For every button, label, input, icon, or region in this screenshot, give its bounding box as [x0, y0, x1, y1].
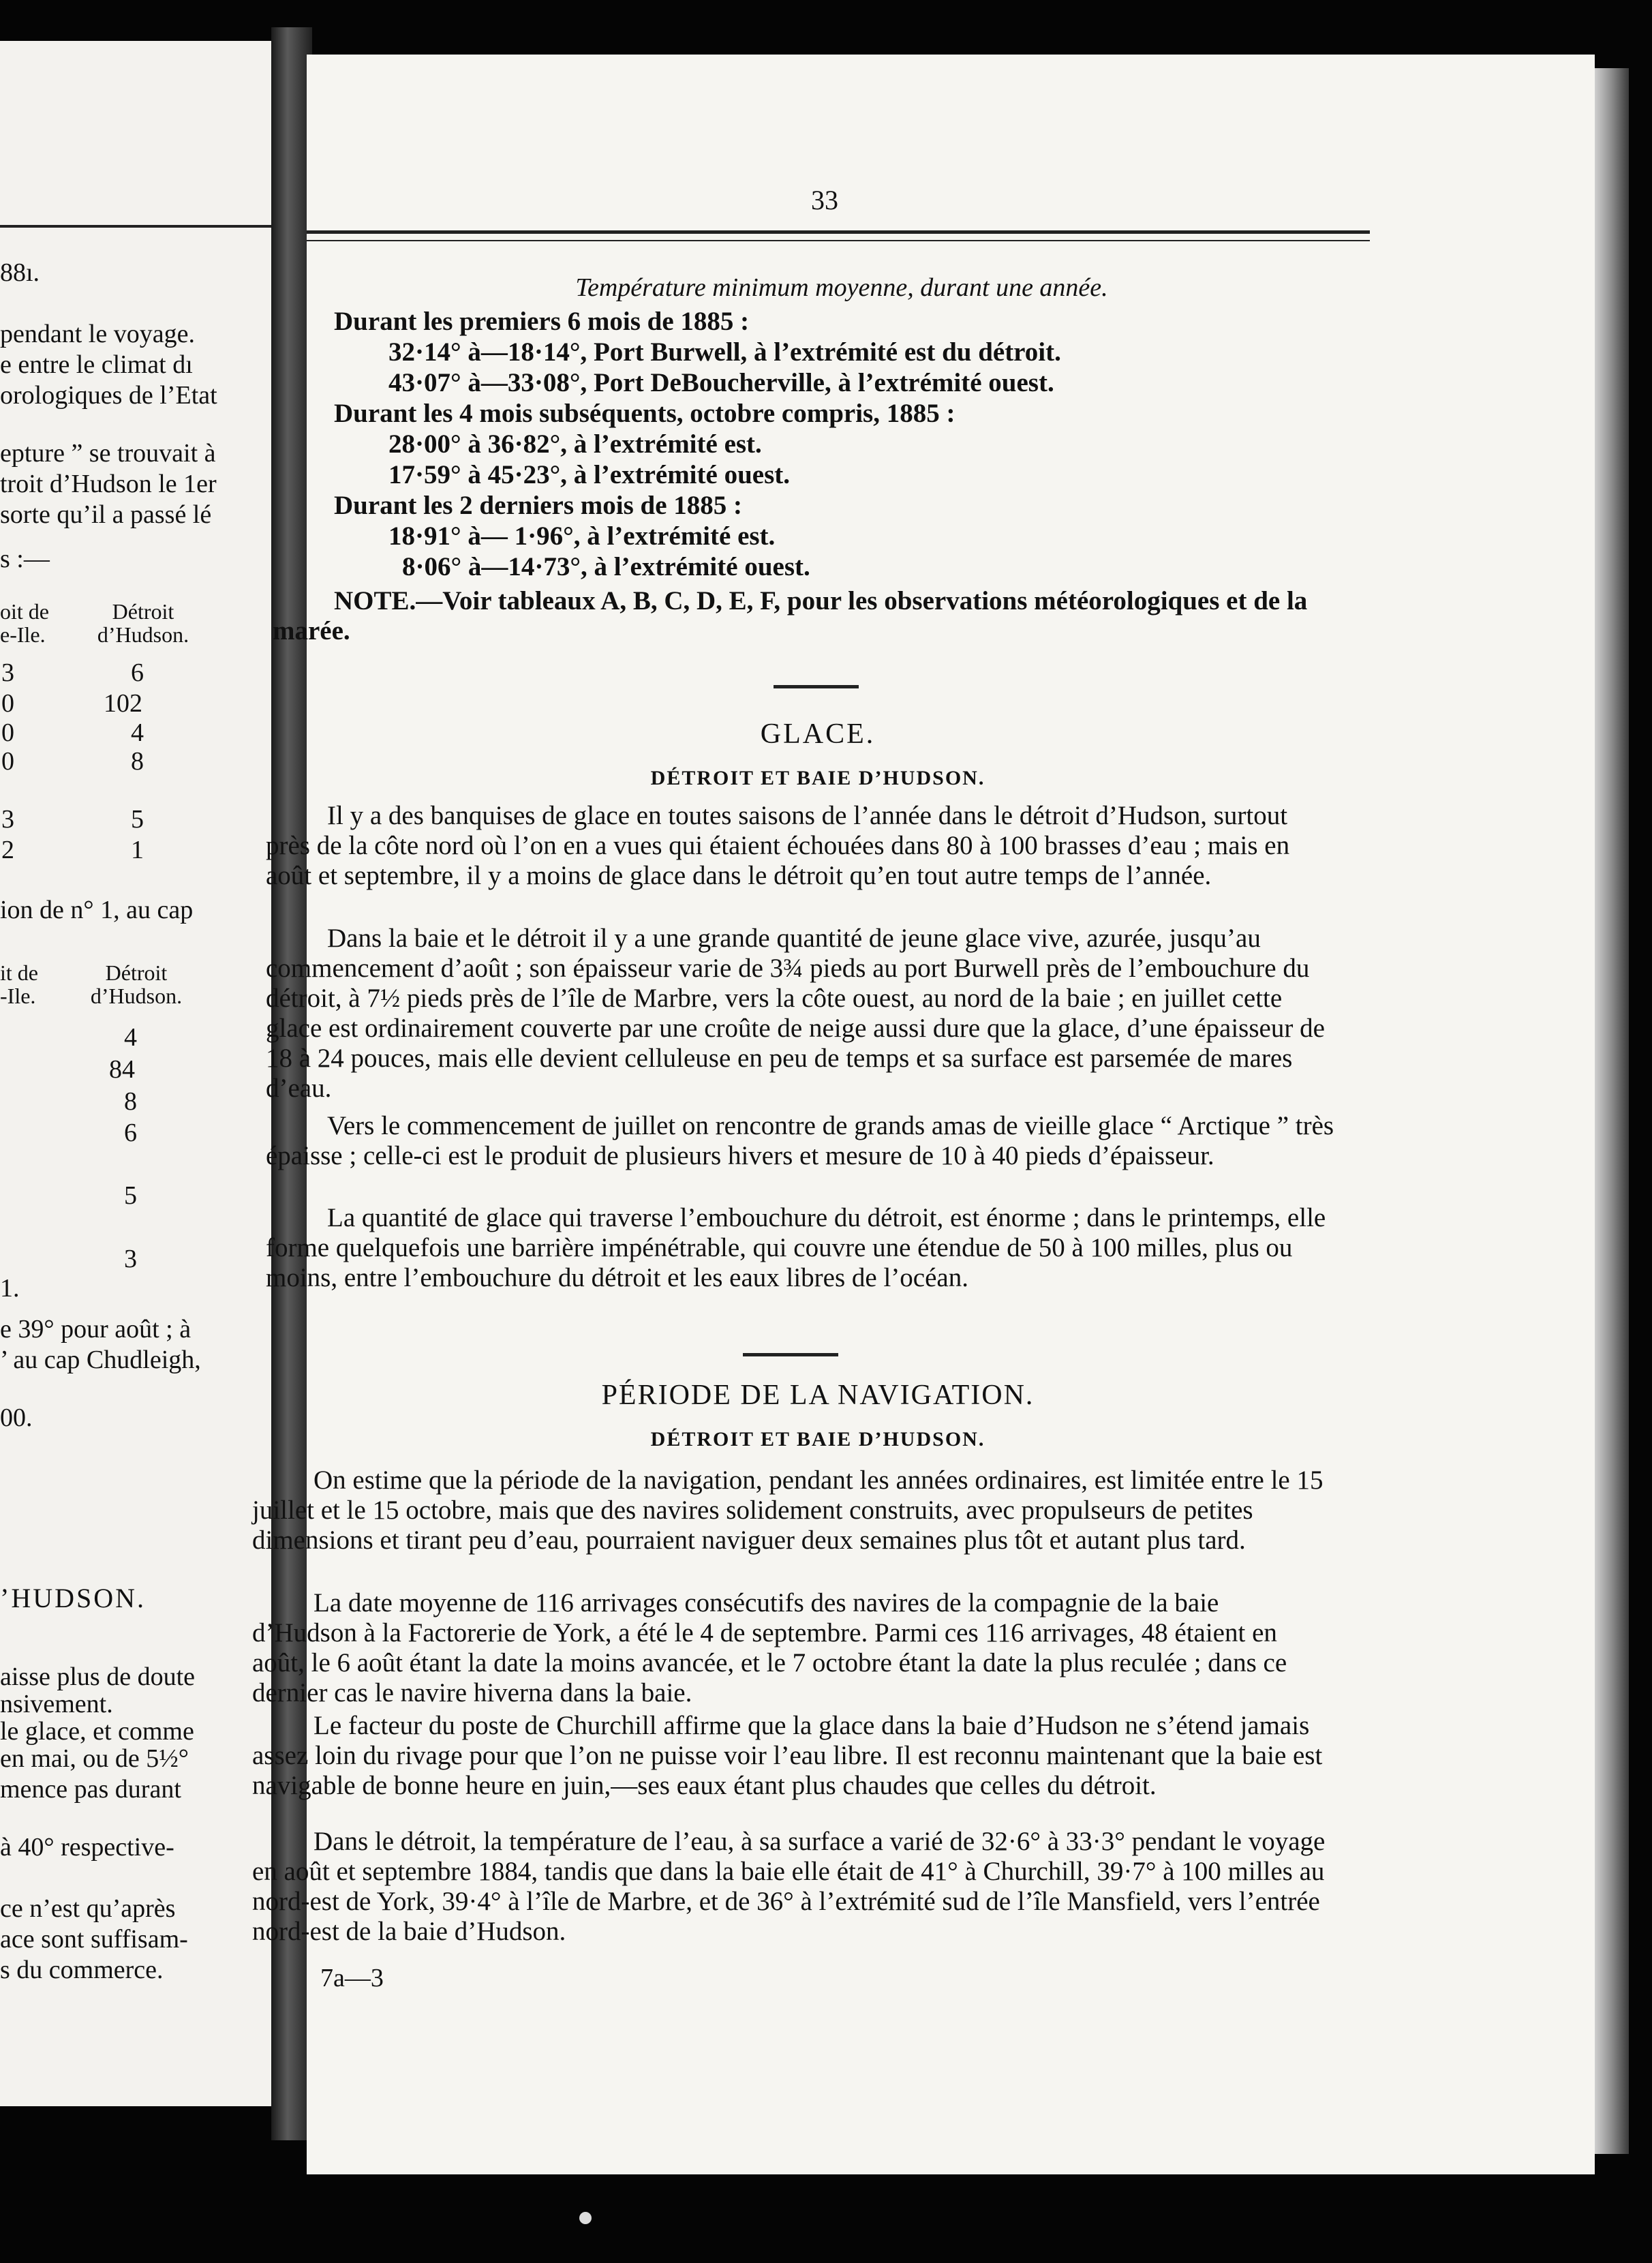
temp-line: Durant les 2 derniers mois de 1885 :	[334, 491, 743, 520]
table2-header-col1: it de -Ile.	[0, 960, 38, 1008]
table1-cell: 3	[1, 805, 14, 834]
left-line: aisse plus de doute	[0, 1662, 196, 1691]
table1-cell: 6	[131, 658, 144, 687]
navigation-paragraph-4: Dans le détroit, la température de l’eau, à sa surface a varié de 32·6° à 33·3° pendant le voyage en août et septembre 1884, tandis que dans la baie elle était de 41° à Churchill, 39·7° à 100 milles au nord-est de York, 39·4° à l’île de Marbre, et de 36° à l’extrémité sud de l’île Mansfield, vers l’entrée nord-est de la baie d’Hudson.	[252, 1827, 1326, 1946]
temp-line: 43·07° à—33·08°, Port DeBoucherville, à l’extrémité ouest.	[388, 368, 1054, 397]
temperature-heading: Température minimum moyenne, durant une année.	[575, 273, 1108, 302]
glace-paragraph-2: Dans la baie et le détroit il y a une grande quantité de jeune glace vive, azurée, jusqu’au commencement d’août ; son épaisseur varie de 3¾ pieds au port Burwell près de l’embouchure du détroit, à 7½ pieds près de l’île de Marbre, vers la côte ouest, au nord de la baie ; en juillet cette glace est ordinairement couverte par une croûte de neige aussi dure que la glace, d’une épaisseur de 18 à 24 pouces, mais elle devient celluleuse en peu de temps et sa surface est parsemée de mares d’eau.	[266, 924, 1325, 1103]
temp-line: 8·06° à—14·73°, à l’extrémité ouest.	[402, 552, 810, 581]
table1-cell: 5	[131, 805, 144, 834]
table1-cell: 2	[1, 836, 14, 864]
navigation-paragraph-2: La date moyenne de 116 arrivages consécutifs des navires de la compagnie de la baie d’Hudson à la Factorerie de York, a été le 4 de septembre. Parmi ces 116 arrivages, 48 étaient en août, le 6 août étant la date la moins avancée, et le 7 octobre étant la date la plus reculée ; dans ce dernier cas le navire hiverna dans la baie.	[252, 1588, 1287, 1707]
glace-paragraph-1: Il y a des banquises de glace en toutes saisons de l’année dans le détroit d’Hudson, surtout près de la côte nord où l’on en a vues qui étaient échouées dans 80 à 100 brasses d’eau ; mais en août et septembre, il y a moins de glace dans le détroit qu’en tout autre temps de l’année.	[266, 801, 1290, 890]
table1-cell: 4	[131, 718, 144, 747]
section-divider	[774, 685, 859, 688]
navigation-title: PÉRIODE DE LA NAVIGATION.	[601, 1380, 1035, 1411]
left-line: à 40° respective-	[0, 1833, 174, 1862]
table1-cell: 0	[1, 747, 14, 776]
left-line: epture ” se trouvait à	[0, 439, 216, 468]
table1-cell: 0	[1, 689, 14, 718]
left-line: 00.	[0, 1403, 33, 1432]
table2-header-col2: Détroit d’Hudson.	[90, 960, 183, 1008]
left-line: ’ au cap Chudleigh,	[0, 1346, 201, 1374]
table1-cell: 1	[131, 836, 144, 864]
left-line: mence pas durant	[0, 1775, 181, 1804]
left-year-fragment: 88ı.	[0, 258, 40, 287]
glace-subtitle: DÉTROIT ET BAIE D’HUDSON.	[650, 767, 985, 789]
section-divider	[743, 1353, 838, 1356]
left-heading-fragment: ’HUDSON.	[0, 1583, 146, 1613]
table2-cell: 5	[124, 1181, 137, 1210]
note-paragraph: NOTE.—Voir tableaux A, B, C, D, E, F, pour les observations météorologiques et de la marée.	[273, 586, 1308, 646]
navigation-paragraph-1: On estime que la période de la navigation, pendant les années ordinaires, est limitée entre le 15 juillet et le 15 octobre, mais que des navires solidement construits, avec propulseurs de petites dimensions et tirant peu d’eau, pourraient naviguer deux semaines plus tôt et autant plus tard.	[252, 1465, 1324, 1555]
left-line: s :—	[0, 545, 50, 573]
left-line: le glace, et comme	[0, 1717, 194, 1746]
left-line: e 39° pour août ; à	[0, 1315, 192, 1343]
left-line: troit d’Hudson le 1er	[0, 470, 217, 498]
left-line: ace sont suffisam-	[0, 1925, 188, 1954]
page-number: 33	[811, 185, 838, 215]
glace-paragraph-3: Vers le commencement de juillet on rencontre de grands amas de vieille glace “ Arctique ” très épaisse ; celle-ci est le produit de plusieurs hivers et mesure de 10 à 40 pieds d’épaisseur.	[266, 1111, 1334, 1170]
temp-line: 17·59° à 45·23°, à l’extrémité ouest.	[388, 460, 790, 489]
temp-line: Durant les 4 mois subséquents, octobre compris, 1885 :	[334, 399, 955, 428]
left-line: s du commerce.	[0, 1956, 164, 1984]
navigation-paragraph-3: Le facteur du poste de Churchill affirme que la glace dans la baie d’Hudson ne s’étend jamais assez loin du rivage pour que l’on ne puisse voir l’eau libre. Il est reconnu maintenant que la baie est navigable de bonne heure en juin,—ses eaux étant plus chaudes que celles du détroit.	[252, 1711, 1323, 1800]
left-line: ce n’est qu’après	[0, 1894, 176, 1923]
table2-cell: 6	[124, 1119, 137, 1147]
table1-header-col2: Détroit d’Hudson.	[97, 599, 189, 647]
table2-cell: 3	[124, 1245, 137, 1273]
left-header-rule	[0, 225, 279, 228]
page-edge-shadow	[1595, 68, 1629, 2154]
header-rule-thin	[307, 240, 1370, 241]
left-line: orologiques de l’Etat	[0, 381, 217, 410]
signature-mark: 7a—3	[320, 1964, 384, 1992]
table1-cell: 3	[1, 658, 14, 687]
table2-cell: 8	[124, 1087, 137, 1116]
glace-paragraph-4: La quantité de glace qui traverse l’embouchure du détroit, est énorme ; dans le printemps, elle forme quelquefois une barrière impénétrable, qui couvre une étendue de 50 à 100 milles, plus ou moins, entre l’embouchure du détroit et les eaux libres de l’océan.	[266, 1203, 1326, 1292]
table1-header-col1: oit de e-Ile.	[0, 599, 49, 647]
temp-line: 32·14° à—18·14°, Port Burwell, à l’extrémité est du détroit.	[388, 337, 1061, 367]
left-line: 1.	[0, 1274, 20, 1303]
temp-line: Durant les premiers 6 mois de 1885 :	[334, 307, 750, 336]
left-line: sorte qu’il a passé lé	[0, 500, 212, 529]
left-line: ion de n° 1, au cap	[0, 896, 194, 924]
table1-cell: 8	[131, 747, 144, 776]
table2-cell: 84	[109, 1055, 135, 1084]
table1-cell: 102	[104, 689, 142, 718]
scan-artifact	[579, 2212, 592, 2224]
header-rule	[307, 230, 1370, 234]
temp-line: 18·91° à— 1·96°, à l’extrémité est.	[388, 521, 776, 551]
left-line: en mai, ou de 5½°	[0, 1744, 189, 1773]
left-line: pendant le voyage.	[0, 320, 195, 348]
table1-cell: 0	[1, 718, 14, 747]
left-page	[0, 41, 279, 2106]
right-page	[252, 55, 1595, 2174]
navigation-subtitle: DÉTROIT ET BAIE D’HUDSON.	[650, 1428, 985, 1451]
temp-line: 28·00° à 36·82°, à l’extrémité est.	[388, 429, 762, 459]
left-line: nsivement.	[0, 1690, 113, 1718]
glace-title: GLACE.	[760, 718, 876, 750]
table2-cell: 4	[124, 1023, 137, 1052]
left-line: e entre le climat dı	[0, 350, 193, 379]
